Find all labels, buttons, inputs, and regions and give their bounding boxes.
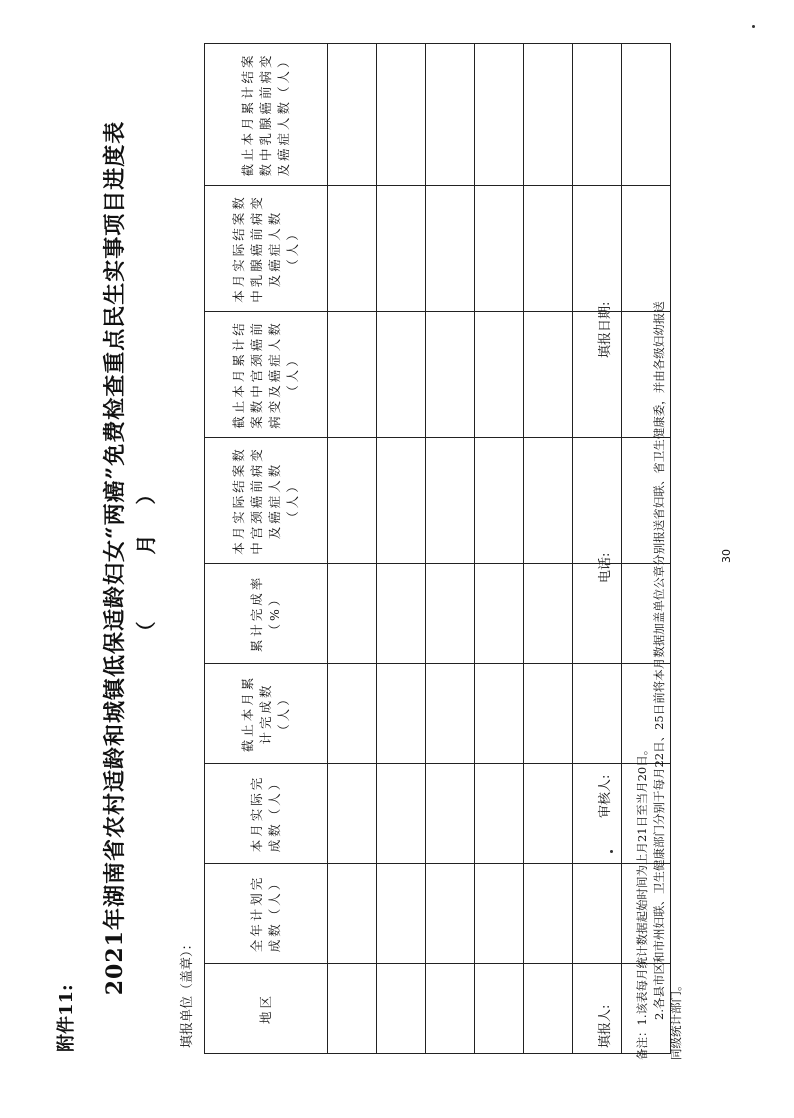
table-cell[interactable] (328, 312, 377, 438)
header-month-actual: 本月实际完成数（人） (205, 764, 328, 864)
table-cell[interactable] (524, 864, 573, 964)
table-cell[interactable] (475, 764, 524, 864)
table-cell[interactable] (426, 964, 475, 1054)
table-cell[interactable] (524, 186, 573, 312)
reviewer-label: 审核人: (598, 774, 613, 818)
table-cell[interactable] (426, 186, 475, 312)
table-cell[interactable] (426, 664, 475, 764)
table-cell[interactable] (328, 186, 377, 312)
table-cell[interactable] (475, 964, 524, 1054)
table-cell[interactable] (377, 186, 426, 312)
table-cell[interactable] (377, 312, 426, 438)
header-cumulative-complete: 截止本月累计完成数（人） (205, 664, 328, 764)
header-month-cervical: 本月实际结案数中宫颈癌前病变及癌症人数（人） (205, 438, 328, 564)
header-annual-plan: 全年计划完成数（人） (205, 864, 328, 964)
table-cell[interactable] (328, 44, 377, 186)
header-completion-rate: 累计完成率（%） (205, 564, 328, 664)
table-row (328, 44, 377, 1054)
document-subtitle: （ 月） (134, 454, 158, 642)
table-row (475, 44, 524, 1054)
scan-speck (610, 850, 613, 853)
table-cell[interactable] (426, 764, 475, 864)
note-line-2: 2.各县市区和市州妇联、卫生健康部门分别于每月22日、25日前将本月数据加盖单位公章分别报送省妇联、省卫生健康委，并由各级妇幼报送 (652, 301, 666, 1020)
table-cell[interactable] (475, 864, 524, 964)
table-cell[interactable] (426, 864, 475, 964)
table-cell[interactable] (377, 764, 426, 864)
document-title: 2021年湖南省农村适龄和城镇低保适龄妇女“两癌”免费检查重点民生实事项目进度表 (102, 120, 128, 996)
attachment-label: 附件11: (56, 984, 77, 1052)
table-cell[interactable] (328, 764, 377, 864)
table-cell[interactable] (377, 438, 426, 564)
table-cell[interactable] (377, 964, 426, 1054)
table-cell[interactable] (475, 438, 524, 564)
table-cell[interactable] (573, 664, 622, 764)
progress-table (204, 43, 671, 1054)
table-cell[interactable] (426, 438, 475, 564)
table-cell[interactable] (524, 564, 573, 664)
table-cell[interactable] (475, 186, 524, 312)
date-label: 填报日期: (598, 301, 613, 358)
table-cell[interactable] (573, 864, 622, 964)
table-cell[interactable] (524, 438, 573, 564)
header-month-breast: 本月实际结案数中乳腺癌前病变及癌症人数（人） (205, 186, 328, 312)
header-cumulative-breast: 截止本月累计结案数中乳腺癌前病变及癌症人数（人） (205, 44, 328, 186)
table-cell[interactable] (524, 44, 573, 186)
table-row (377, 44, 426, 1054)
table-cell[interactable] (524, 664, 573, 764)
table-cell[interactable] (573, 186, 622, 312)
table-cell[interactable] (475, 312, 524, 438)
table-cell[interactable] (328, 664, 377, 764)
table-cell[interactable] (573, 438, 622, 564)
table-row (426, 44, 475, 1054)
table-cell[interactable] (524, 764, 573, 864)
table-cell[interactable] (475, 564, 524, 664)
table-header-row (205, 44, 328, 1054)
table-cell[interactable] (377, 664, 426, 764)
table-row (524, 44, 573, 1054)
table-cell[interactable] (573, 44, 622, 186)
table-cell[interactable] (426, 564, 475, 664)
table-cell[interactable] (524, 312, 573, 438)
table-cell[interactable] (328, 964, 377, 1054)
phone-label: 电话: (598, 552, 613, 583)
header-region: 地区 (205, 964, 328, 1054)
table-cell[interactable] (377, 564, 426, 664)
table-cell[interactable] (377, 864, 426, 964)
notes-block (634, 60, 685, 1060)
table-cell[interactable] (328, 864, 377, 964)
table-cell[interactable] (328, 438, 377, 564)
table-cell[interactable] (524, 964, 573, 1054)
page-number: 30 (720, 549, 733, 563)
header-cumulative-cervical: 截止本月累计结案数中宫颈癌前病变及癌症人数（人） (205, 312, 328, 438)
table-cell[interactable] (377, 44, 426, 186)
filler-label: 填报人: (598, 1004, 613, 1048)
table-row (573, 44, 622, 1054)
fill-unit-label: 填报单位（盖章）： (180, 937, 195, 1048)
scan-speck (752, 25, 755, 28)
table-cell[interactable] (426, 312, 475, 438)
table-cell[interactable] (475, 664, 524, 764)
note-line-1: 备注：1.该表每月统计数据起始时间为上月21日至当月20日。 (635, 743, 649, 1060)
table-cell[interactable] (426, 44, 475, 186)
note-line-3: 同级统计部门。 (669, 979, 683, 1060)
table-cell[interactable] (328, 564, 377, 664)
table-cell[interactable] (475, 44, 524, 186)
